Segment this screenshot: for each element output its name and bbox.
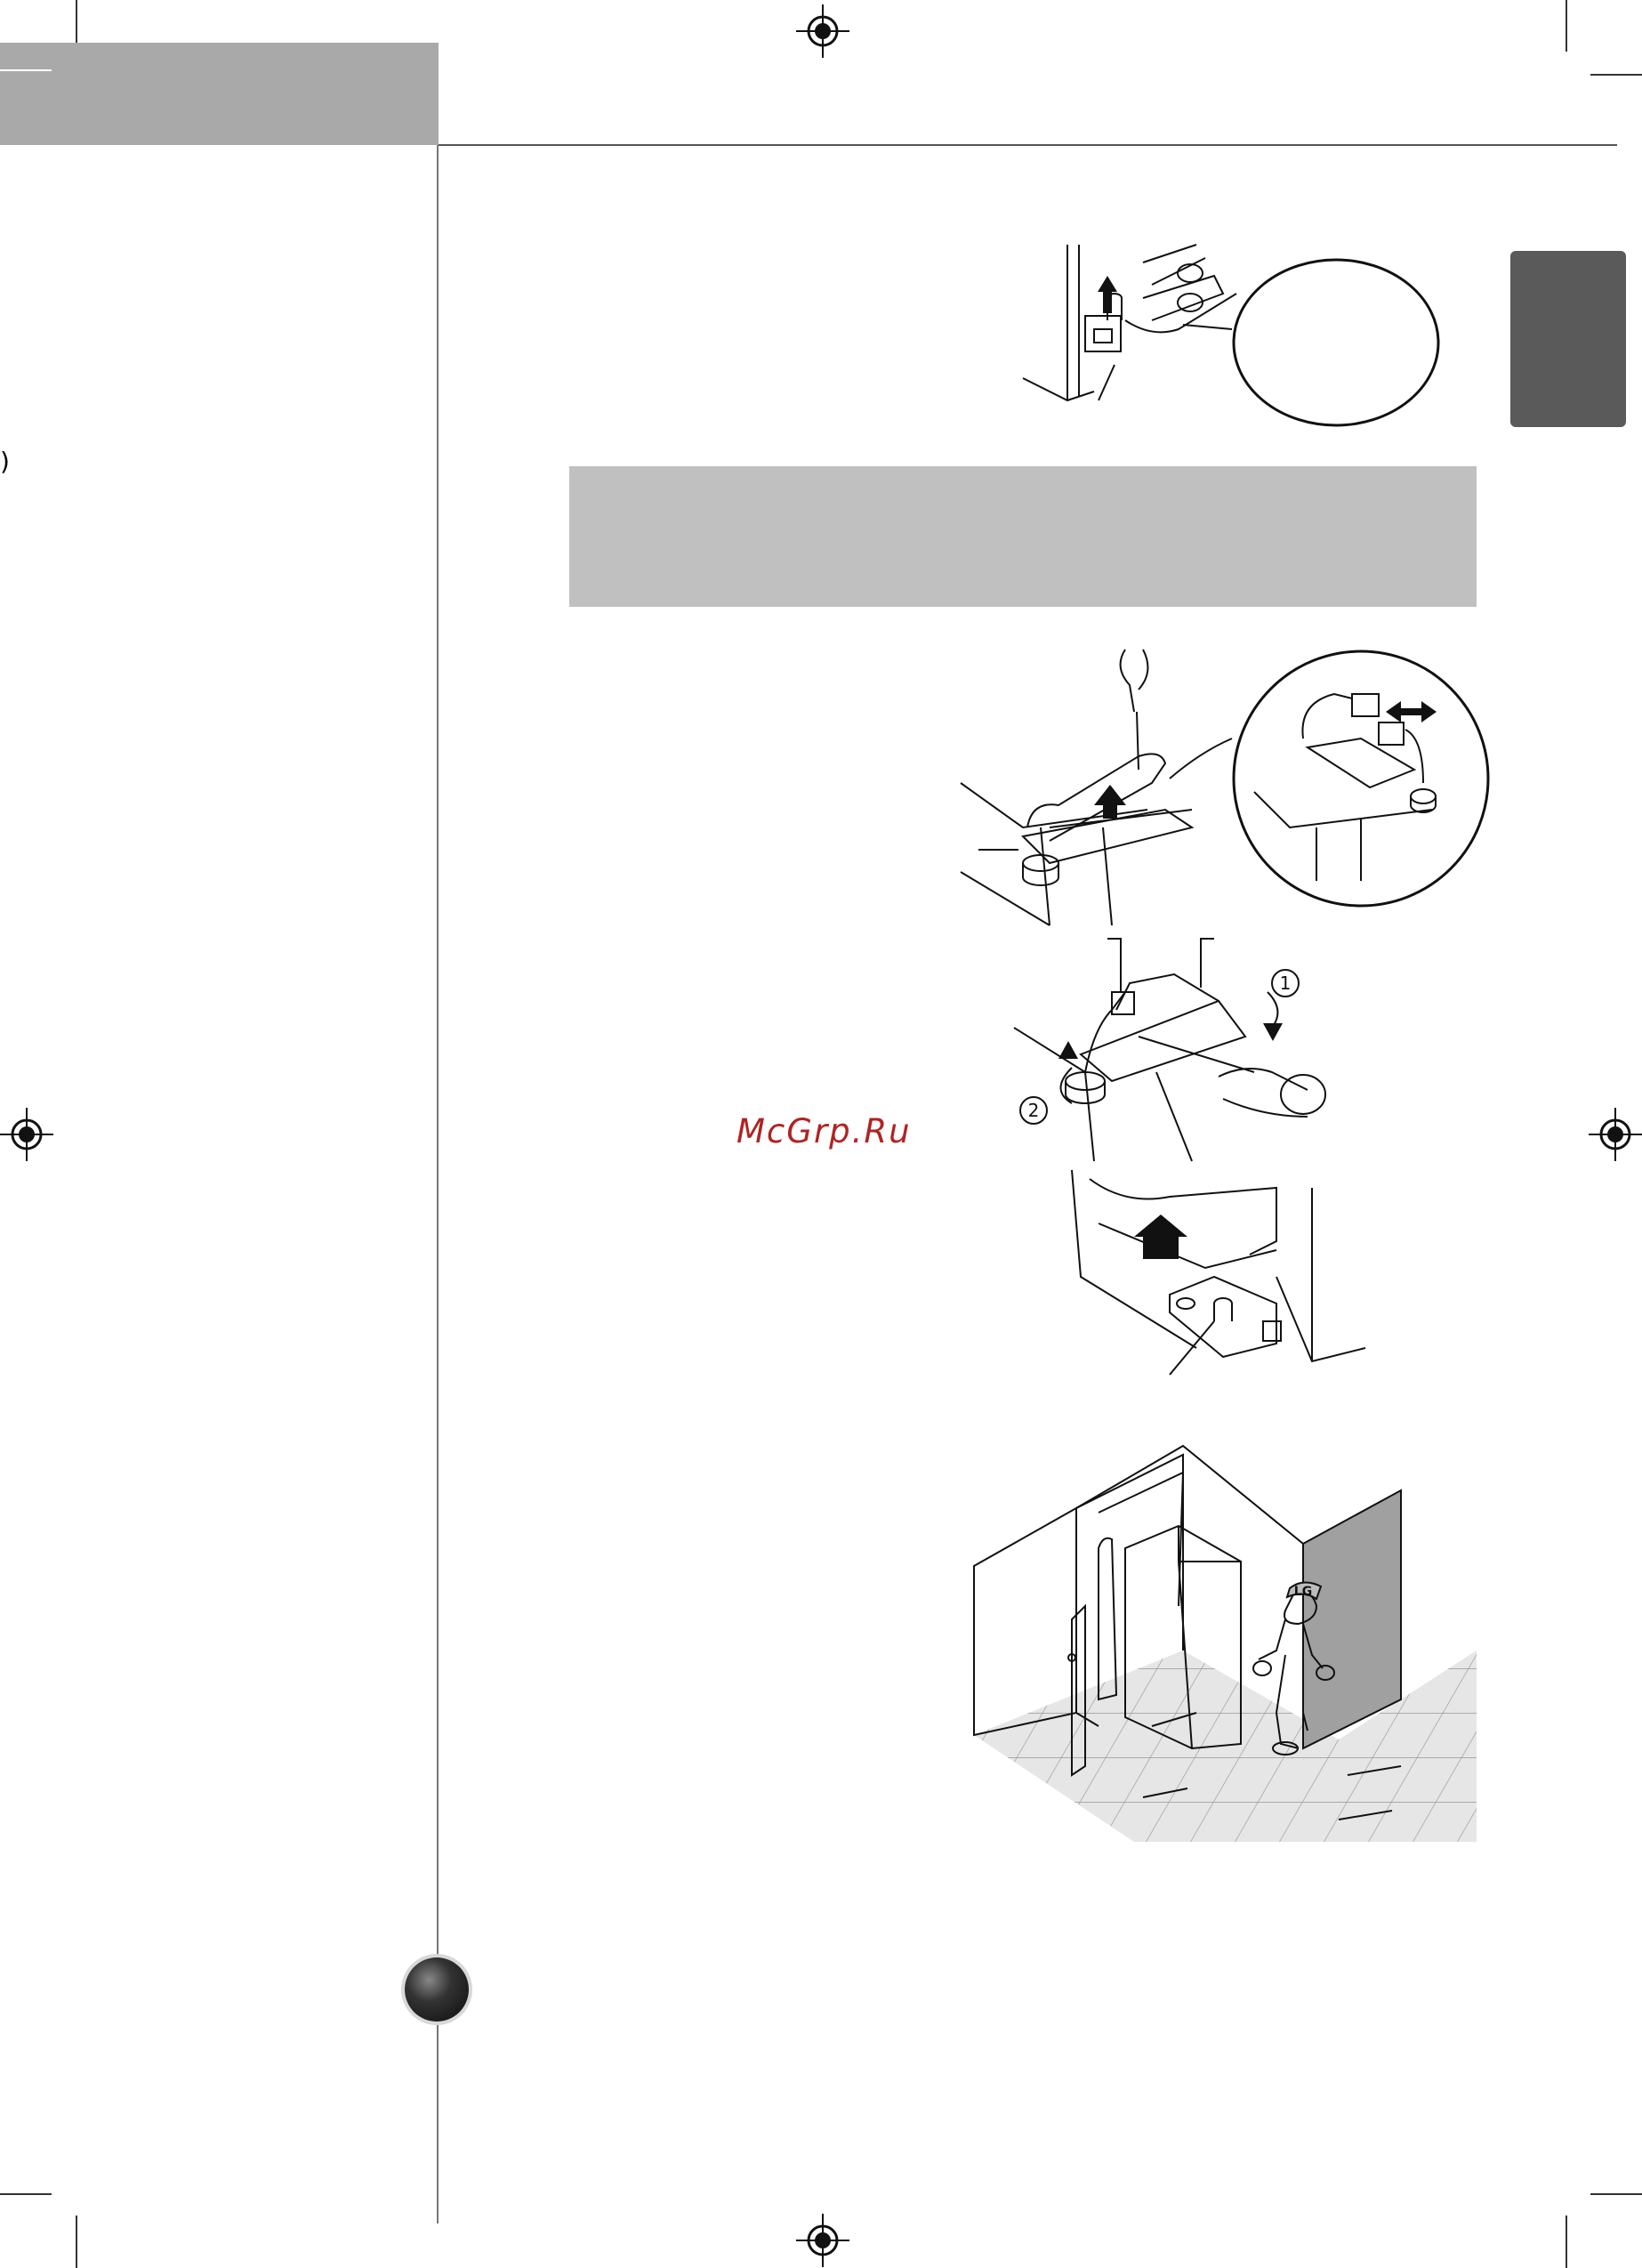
step-1-label: 1 — [1279, 973, 1292, 994]
language-tab — [1510, 251, 1626, 427]
figure-hinge-rotate — [1014, 939, 1379, 1170]
registration-mark-right — [1589, 1108, 1642, 1161]
cap-logo: LG — [1293, 1585, 1313, 1599]
watermark: McGrp.Ru — [736, 1112, 912, 1150]
registration-mark-top — [796, 4, 849, 58]
figure-door-lift — [1018, 240, 1463, 432]
registration-mark-bottom — [796, 2214, 849, 2267]
column-divider — [437, 145, 439, 2224]
figure-hinge-cover — [961, 650, 1477, 925]
figure-doorway-mascot — [974, 1446, 1477, 1846]
figure-lower-hinge — [1072, 1170, 1365, 1388]
step-2-label: 2 — [1027, 1100, 1040, 1121]
page-number-ball — [405, 1957, 469, 2022]
header-rule — [439, 144, 1617, 146]
header-block — [0, 43, 439, 145]
instruction-band — [569, 466, 1477, 607]
registration-mark-left — [0, 1108, 53, 1161]
margin-glyph: ) — [0, 447, 10, 476]
